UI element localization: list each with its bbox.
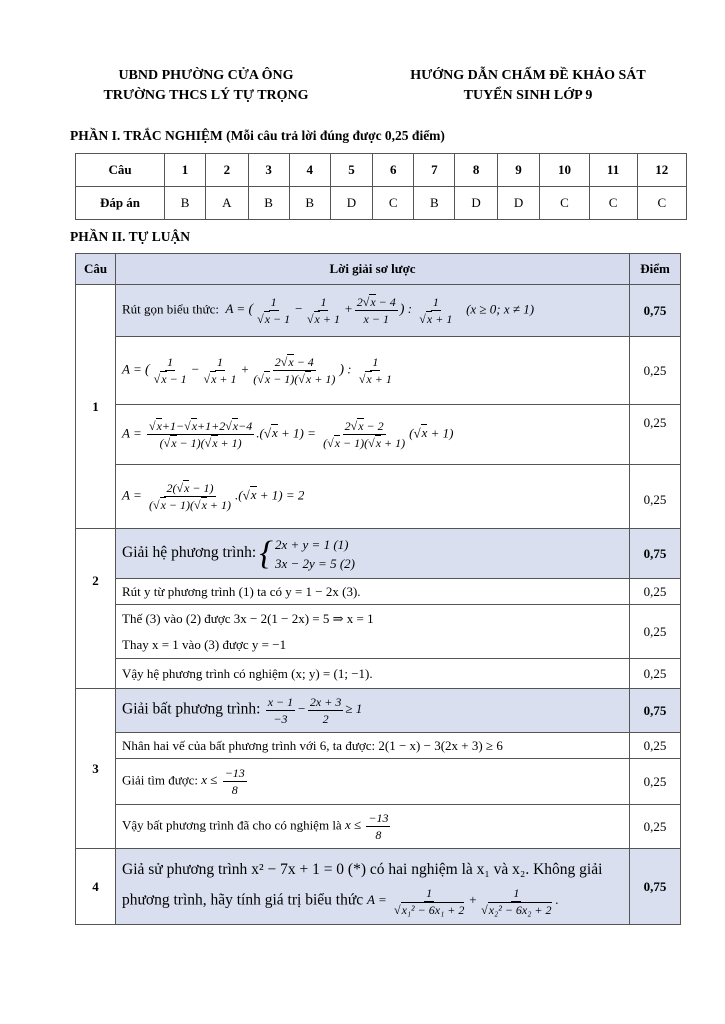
answer-cell: B [248,187,289,220]
q3-step1-row [76,733,681,759]
q2-eq1: 2x + y = 1 (1) [274,536,349,552]
q3-step3-row [76,805,681,849]
question-number: 4 [289,154,330,187]
answer-cell: D [455,187,497,220]
doc-title-header [378,66,678,106]
q4-line1b: x² − 7x + 1 = 0 (*) có hai nghiệm là x₁ và x₂. Không giải [251,861,603,878]
q2-step2 [116,605,630,659]
q3-step2: Giải tìm được: x ≤ $\frac{-13}{8}$ [116,759,630,805]
q1-condition: (x ≥ 0; x ≠ 1) [466,301,535,317]
q1-final: = 2 [285,487,305,503]
ward-name: UBND PHƯỜNG CỬA ÔNG [118,68,294,83]
q3-task-text: Giải bất phương trình: [122,700,261,718]
q2-eq2: 3x − 2y = 5 (2) [274,555,355,571]
answer-cell: C [373,187,414,220]
solution-table [75,253,681,925]
q1-step3: A = $\frac{2(√x - 1)}{(√x - 1)(√x + 1)}$ .(√x + 1) = 2 [116,465,630,529]
q3-step2-row [76,759,681,805]
answer-key-table [75,153,687,220]
answer-cell: D [330,187,372,220]
answer-cell: A [206,187,248,220]
q2-task: Giải hệ phương trình: { 2x + y = 1 (1) 3x − 2y = 5 (2) [116,529,630,579]
q1-step3-row [76,465,681,529]
answer-row [76,187,687,220]
q1-task-text: Rút gọn biểu thức: [122,301,219,317]
q2-step3-points: 0,25 [630,659,681,689]
q2-step1-points: 0,25 [630,579,681,605]
q1-number: 1 [76,285,116,529]
q3-step3-points: 0,25 [630,805,681,849]
q2-number: 2 [76,529,116,689]
q4-line1a: Giả sử phương trình [122,861,248,878]
q4-number: 4 [76,849,116,925]
q1-step2-row [76,405,681,465]
question-number: 3 [248,154,289,187]
q2-step2-row [76,605,681,659]
col-solution-header: Lời giải sơ lược [116,254,630,285]
q3-step3-text: Vậy bất phương trình đã cho có nghiệm là [122,817,342,833]
q1-task-row [76,285,681,337]
answer-cell: B [289,187,330,220]
answer-cell: B [165,187,206,220]
question-row-label: Câu [76,154,165,187]
q1-task-points: 0,75 [630,285,681,337]
answer-cell: D [497,187,539,220]
q1-step1-points: 0,25 [630,337,681,405]
q2-step1: Rút y từ phương trình (1) ta có y = 1 − 2x (3). [116,579,630,605]
answer-cell: C [589,187,637,220]
question-number: 9 [497,154,539,187]
answer-row-label: Đáp án [76,187,165,220]
q3-inequality: $\frac{x - 1}{-3}$ − $\frac{2x + 3}{2}$ ≥ 1 [267,695,363,726]
q2-step2-points: 0,25 [630,605,681,659]
question-number: 1 [165,154,206,187]
question-number: 10 [540,154,589,187]
q4-line2: phương trình, hãy tính giá trị biểu thức [122,891,364,909]
q1-step1-row [76,337,681,405]
q2-step2-back-substitution: Thay x = 1 vào (3) được y = −1 [122,636,287,652]
q3-step1: Nhân hai vế của bất phương trình với 6, ta được: 2(1 − x) − 3(2x + 3) ≥ 6 [116,733,630,759]
q3-step3: Vậy bất phương trình đã cho có nghiệm là x ≤ $\frac{-13}{8}$ [116,805,630,849]
question-number: 12 [637,154,686,187]
col-question-header: Câu [76,254,116,285]
question-row [76,154,687,187]
q2-step2-substitution: Thế (3) vào (2) được 3x − 2(1 − 2x) = 5 ⇒ x = 1 [122,610,374,626]
q1-step2: A = $\frac{√x+1-√x+1+2√x-4}{(√x - 1)(√x + 1)}$ .(√x + 1) = $\frac{2√x - 2}{(√x - 1)(√x + 1)}$ (√x + 1) [116,405,630,465]
q2-step3-row [76,659,681,689]
q1-expression: A = ( $\frac{1}{√x - 1}$ − $\frac{1}{√x + 1}$ + $\frac{2√x - 4}{x - 1}$ ) : $\frac{1}{√x + 1}$ [222,295,453,326]
doc-title: HƯỚNG DẪN CHẤM ĐỀ KHẢO SÁT [410,68,646,83]
q3-step1-points: 0,25 [630,733,681,759]
q1-step1: A = ( $\frac{1}{√x - 1}$ − $\frac{1}{√x + 1}$ + $\frac{2√x - 4}{(√x - 1)(√x + 1)}$ ) : $\frac{1}{√x + 1}$ [116,337,630,405]
part1-title: PHẦN I. TRẮC NGHIỆM (Mỗi câu trả lời đúng được 0,25 điểm) [70,128,445,143]
school-header [66,66,346,106]
q3-step2-points: 0,25 [630,759,681,805]
q3-task [116,689,630,733]
q1-step2-points: 0,25 [630,405,681,465]
school-name: TRƯỜNG THCS LÝ TỰ TRỌNG [103,88,309,103]
answer-cell: C [540,187,589,220]
q1-task [116,285,630,337]
q4-task-row [76,849,681,925]
doc-subtitle: TUYỂN SINH LỚP 9 [463,88,593,103]
q2-task-points: 0,75 [630,529,681,579]
question-number: 8 [455,154,497,187]
question-number: 5 [330,154,372,187]
question-number: 11 [589,154,637,187]
question-number: 2 [206,154,248,187]
q2-task-row [76,529,681,579]
part2-title: PHẦN II. TỰ LUẬN [70,229,191,244]
answer-cell: B [414,187,455,220]
question-number: 6 [373,154,414,187]
answer-cell: C [637,187,686,220]
q3-number: 3 [76,689,116,849]
q4-expression: A = $\frac{1}{\text{√x₁² − 6x₁ + 2}}$ + $\frac{1}{\text{√x₂² − 6x₂ + 2}}$ . [366,886,559,917]
question-number: 7 [414,154,455,187]
q2-step1-row [76,579,681,605]
q1-step3-points: 0,25 [630,465,681,529]
q3-task-points: 0,75 [630,689,681,733]
q3-step2-text: Giải tìm được: [122,772,199,788]
q2-task-text: Giải hệ phương trình: [122,543,257,561]
q4-task-points: 0,75 [630,849,681,925]
q2-step3: Vậy hệ phương trình có nghiệm (x; y) = (1; −1). [116,659,630,689]
col-points-header: Điểm [630,254,681,285]
q4-task [116,849,630,925]
q3-task-row [76,689,681,733]
